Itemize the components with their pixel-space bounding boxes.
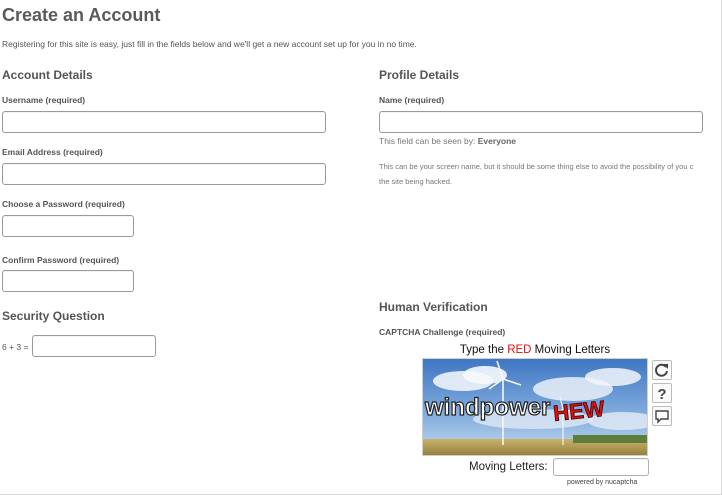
question-icon bbox=[653, 384, 671, 402]
account-details-heading: Account Details bbox=[2, 68, 93, 82]
svg-text:?: ? bbox=[657, 386, 667, 402]
username-label: Username (required) bbox=[2, 95, 86, 105]
captcha-image bbox=[422, 358, 648, 456]
refresh-icon bbox=[653, 361, 671, 379]
moving-letters-input[interactable] bbox=[553, 458, 649, 476]
name-input[interactable] bbox=[379, 111, 703, 133]
speech-bubble-icon bbox=[653, 407, 671, 425]
security-question-heading: Security Question bbox=[2, 309, 105, 323]
captcha-text-red: HEW bbox=[552, 395, 606, 427]
intro-text: Registering for this site is easy, just fill in the fields below and we'll get a new account set up for you in no time. bbox=[2, 39, 417, 49]
profile-details-heading: Profile Details bbox=[379, 68, 460, 82]
captcha-instruction bbox=[422, 344, 648, 356]
confirm-password-label: Confirm Password (required) bbox=[2, 255, 120, 265]
instruction-prefix: Type the bbox=[459, 344, 508, 356]
email-input[interactable] bbox=[2, 163, 326, 185]
instruction-highlight: RED bbox=[507, 344, 532, 356]
visibility-prefix: This field can be seen by: bbox=[379, 136, 476, 146]
email-label: Email Address (required) bbox=[2, 147, 103, 157]
help-captcha-button[interactable] bbox=[652, 383, 672, 403]
moving-letters-label: Moving Letters: bbox=[469, 461, 548, 473]
username-input[interactable] bbox=[2, 111, 326, 133]
powered-by[interactable]: powered by nucaptcha bbox=[567, 479, 638, 486]
audio-captcha-button[interactable] bbox=[652, 406, 672, 426]
refresh-captcha-button[interactable] bbox=[652, 360, 672, 380]
page-title: Create an Account bbox=[2, 5, 161, 25]
captcha-text-white: windpower bbox=[425, 394, 551, 421]
security-answer-input[interactable] bbox=[32, 335, 156, 357]
name-label: Name (required) bbox=[379, 95, 445, 105]
name-hint-line1: This can be your screen name, but it should be some thing else to avoid the possibility of you c bbox=[379, 162, 694, 171]
captcha-scene bbox=[423, 359, 648, 456]
human-verification-heading: Human Verification bbox=[379, 300, 488, 314]
password-label: Choose a Password (required) bbox=[2, 199, 125, 209]
password-input[interactable] bbox=[2, 215, 134, 237]
name-hint-line2: the site being hacked. bbox=[379, 177, 452, 186]
instruction-suffix: Moving Letters bbox=[531, 344, 611, 356]
confirm-password-input[interactable] bbox=[2, 270, 134, 292]
security-question-text: 6 + 3 = bbox=[2, 342, 29, 352]
captcha-label: CAPTCHA Challenge (required) bbox=[379, 327, 506, 337]
visibility-note bbox=[379, 136, 516, 146]
visibility-value[interactable]: Everyone bbox=[477, 136, 517, 146]
